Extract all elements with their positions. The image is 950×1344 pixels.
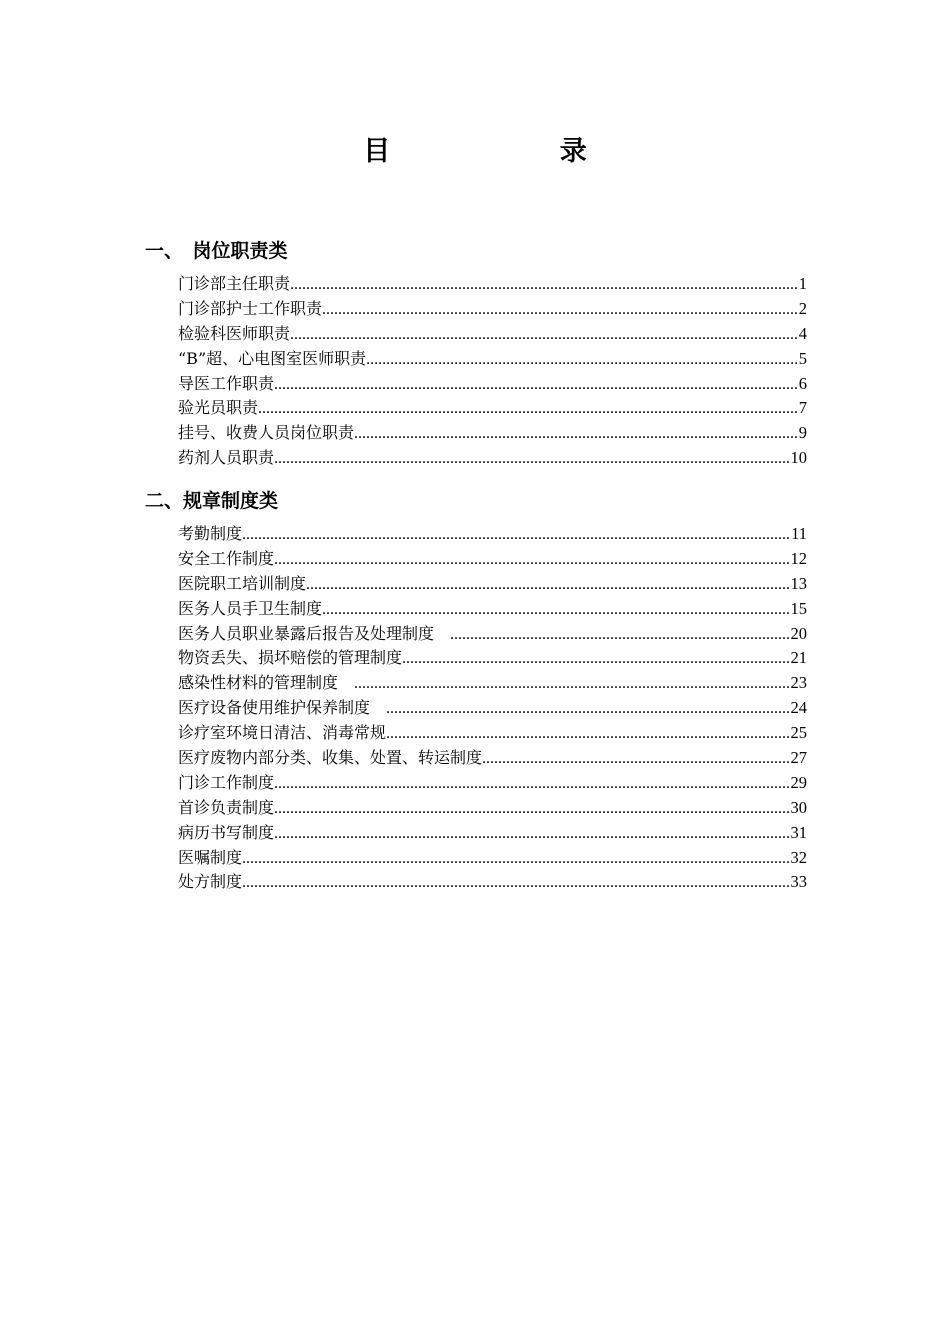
dot-leader — [402, 647, 790, 672]
toc-entry[interactable] — [178, 746, 807, 771]
toc-entry-title: 门诊部护士工作职责 — [178, 298, 323, 318]
dot-leader — [322, 298, 799, 323]
toc-entry-page: 30 — [790, 797, 807, 817]
toc-entry[interactable] — [178, 671, 807, 696]
section-heading: 二、规章制度类 — [145, 490, 279, 512]
toc-entry[interactable] — [178, 372, 807, 397]
toc-entry[interactable] — [178, 421, 807, 446]
toc-entry-page: 10 — [790, 448, 807, 468]
toc-entry[interactable] — [178, 771, 807, 796]
toc-entry-title: 医务人员手卫生制度 — [178, 598, 323, 618]
toc-entry-title: 感染性材料的管理制度 — [178, 673, 355, 693]
dot-leader — [366, 348, 799, 373]
toc-entry[interactable] — [178, 322, 807, 347]
toc-entry-title: 导医工作职责 — [178, 373, 275, 393]
dot-leader — [274, 373, 799, 398]
toc-list — [178, 522, 807, 895]
toc-entry[interactable] — [178, 696, 807, 721]
toc-entry-title: 药剂人员职责 — [178, 448, 275, 468]
toc-entry[interactable] — [178, 796, 807, 821]
section-heading: 一、 岗位职责类 — [145, 240, 288, 262]
toc-entry-title: 医务人员职业暴露后报告及处理制度 — [178, 623, 451, 643]
toc-entry[interactable] — [178, 572, 807, 597]
toc-entry[interactable] — [178, 821, 807, 846]
toc-entry[interactable] — [178, 646, 807, 671]
toc-entry-page: 31 — [790, 822, 807, 842]
toc-entry-title: 医疗废物内部分类、收集、处置、转运制度 — [178, 748, 483, 768]
toc-entry-title: 物资丢失、损坏赔偿的管理制度 — [178, 648, 403, 668]
toc-entry-page: 20 — [790, 623, 807, 643]
toc-section-job-duties — [145, 234, 807, 471]
dot-leader — [290, 273, 799, 298]
toc-entry-title: 医嘱制度 — [178, 847, 243, 867]
toc-entry-page: 5 — [798, 348, 807, 368]
toc-entry[interactable] — [178, 347, 807, 372]
toc-entry-page: 25 — [790, 723, 807, 743]
toc-entry-page: 7 — [798, 398, 807, 418]
toc-entry-title: 病历书写制度 — [178, 822, 275, 842]
toc-entry-page: 4 — [798, 323, 807, 343]
toc-entry-title: 处方制度 — [178, 872, 243, 892]
toc-entry[interactable] — [178, 547, 807, 572]
toc-entry-title: 医疗设备使用维护保养制度 — [178, 698, 387, 718]
toc-entry[interactable] — [178, 396, 807, 421]
toc-list — [178, 272, 807, 471]
toc-entry-page: 6 — [798, 373, 807, 393]
dot-leader — [354, 422, 799, 447]
dot-leader — [258, 397, 799, 422]
toc-entry-page: 23 — [790, 673, 807, 693]
toc-entry[interactable] — [178, 870, 807, 895]
toc-entry[interactable] — [178, 522, 807, 547]
dot-leader — [322, 598, 790, 623]
toc-entry[interactable] — [178, 297, 807, 322]
toc-entry-page: 12 — [790, 548, 807, 568]
dot-leader — [386, 722, 790, 747]
toc-entry-page: 29 — [790, 772, 807, 792]
toc-entry-title: 诊疗室环境日清洁、消毒常规 — [178, 723, 387, 743]
toc-entry-title: “B”超、心电图室医师职责 — [178, 348, 367, 368]
toc-section-regulations — [145, 484, 807, 895]
toc-entry-page: 24 — [790, 698, 807, 718]
dot-leader — [290, 323, 799, 348]
toc-entry-page: 27 — [790, 748, 807, 768]
dot-leader — [242, 523, 791, 548]
dot-leader — [482, 747, 790, 772]
toc-entry-title: 门诊部主任职责 — [178, 274, 291, 293]
dot-leader — [450, 623, 790, 648]
dot-leader — [274, 822, 790, 847]
dot-leader — [274, 797, 790, 822]
dot-leader — [242, 871, 790, 896]
dot-leader — [354, 672, 790, 697]
toc-entry[interactable] — [178, 721, 807, 746]
dot-leader — [274, 548, 790, 573]
toc-entry-page: 15 — [790, 598, 807, 618]
toc-entry-title: 检验科医师职责 — [178, 323, 291, 343]
toc-entry-title: 安全工作制度 — [178, 548, 275, 568]
toc-entry-page: 13 — [790, 573, 807, 593]
toc-entry[interactable] — [178, 846, 807, 871]
dot-leader — [274, 772, 790, 797]
toc-entry-title: 挂号、收费人员岗位职责 — [178, 423, 355, 443]
toc-entry-page: 21 — [790, 648, 807, 668]
toc-entry-title: 门诊工作制度 — [178, 772, 275, 792]
toc-entry-title: 首诊负责制度 — [178, 797, 275, 817]
toc-entry-page: 1 — [798, 274, 807, 293]
toc-entry-page: 11 — [791, 524, 807, 543]
toc-entry[interactable] — [178, 446, 807, 471]
toc-entry-page: 2 — [798, 298, 807, 318]
page-title: 目 录 — [363, 136, 667, 167]
toc-entry-title: 验光员职责 — [178, 398, 259, 418]
toc-entry[interactable] — [178, 622, 807, 647]
toc-entry-page: 32 — [790, 847, 807, 867]
dot-leader — [386, 697, 790, 722]
dot-leader — [274, 447, 790, 472]
toc-entry[interactable] — [178, 597, 807, 622]
dot-leader — [242, 847, 790, 872]
toc-entry-title: 医院职工培训制度 — [178, 573, 307, 593]
toc-entry-title: 考勤制度 — [178, 524, 243, 543]
dot-leader — [306, 573, 790, 598]
toc-entry[interactable] — [178, 272, 807, 297]
toc-entry-page: 33 — [790, 872, 807, 892]
toc-entry-page: 9 — [798, 423, 807, 443]
